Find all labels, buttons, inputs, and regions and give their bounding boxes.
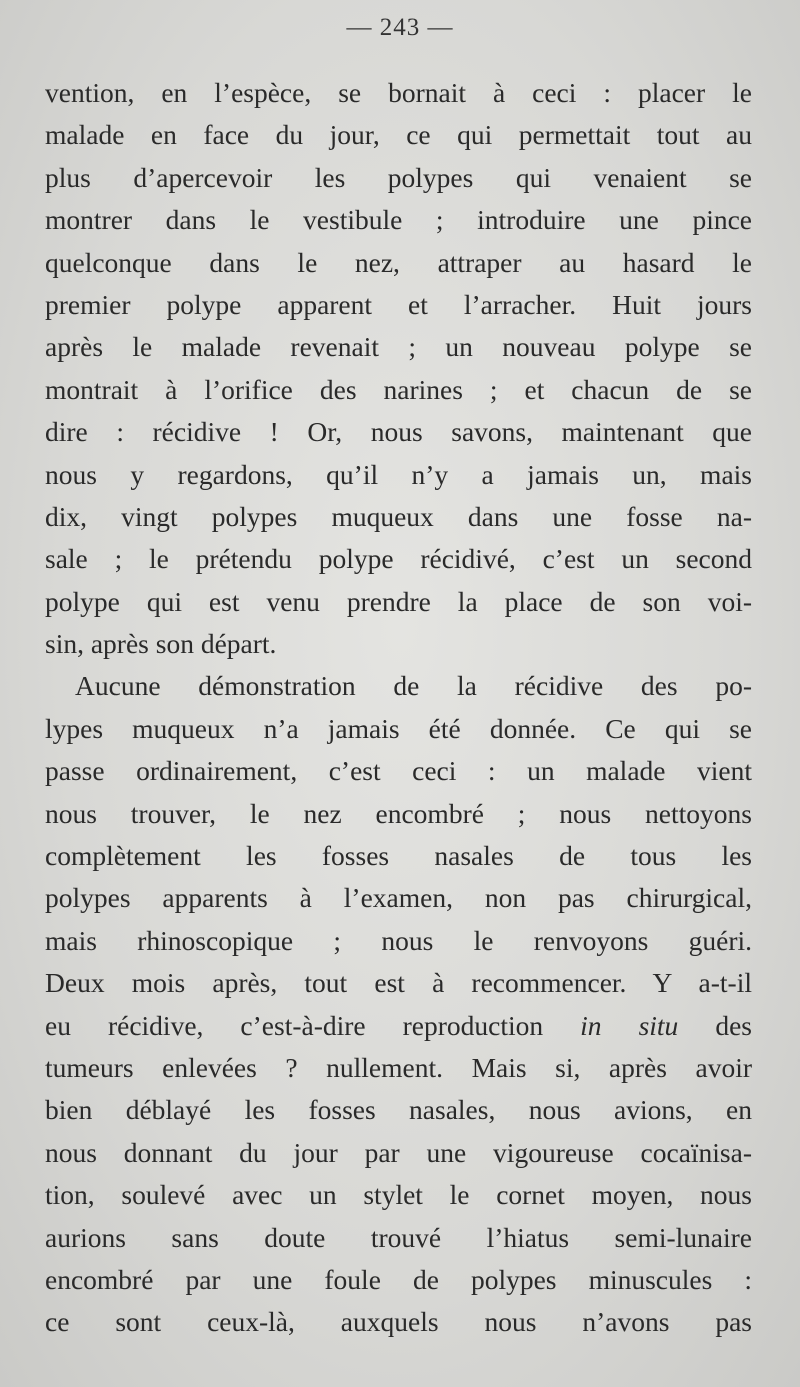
text-line: mais rhinoscopique ; nous le renvoyons guéri.: [45, 924, 752, 956]
text-line: sale ; le prétendu polype récidivé, c’est un second: [45, 543, 752, 575]
text-line: aurions sans doute trouvé l’hiatus semi-lunaire: [45, 1221, 752, 1253]
body-text: [45, 72, 752, 1344]
text-segment: des: [678, 1009, 752, 1041]
text-line: tion, soulevé avec un stylet le cornet moyen, nous: [45, 1179, 752, 1211]
text-line: vention, en l’espèce, se bornait à ceci : placer le: [45, 77, 752, 108]
text-line: bien déblayé les fosses nasales, nous avions, en: [45, 1094, 752, 1126]
text-line: polype qui est venu prendre la place de son voi-: [45, 585, 752, 617]
text-line: dix, vingt polypes muqueux dans une fosse na-: [45, 500, 752, 532]
text-line: montrer dans le vestibule ; introduire une pince: [45, 204, 752, 236]
text-line: nous trouver, le nez encombré ; nous nettoyons: [45, 797, 752, 829]
text-line: plus d’apercevoir les polypes qui venaient se: [45, 161, 752, 193]
text-line: après le malade revenait ; un nouveau polype se: [45, 331, 752, 363]
text-line: montrait à l’orifice des narines ; et chacun de se: [45, 373, 752, 405]
text-segment: eu récidive, c’est-à-dire reproduction: [45, 1009, 581, 1041]
text-line-with-italic: [45, 1005, 752, 1047]
text-line: Deux mois après, tout est à recommencer. Y a-t-il: [45, 967, 752, 999]
italic-phrase: in situ: [580, 1009, 679, 1041]
text-line: tumeurs enlevées ? nullement. Mais si, après avoir: [45, 1051, 752, 1083]
text-line: encombré par une foule de polypes minuscules :: [45, 1263, 752, 1295]
text-line: passe ordinairement, c’est ceci : un malade vient: [45, 755, 752, 787]
text-line: complètement les fosses nasales de tous les: [45, 840, 752, 872]
text-line: nous donnant du jour par une vigoureuse cocaïnisa-: [45, 1136, 752, 1168]
text-line: lypes muqueux n’a jamais été donnée. Ce qui se: [45, 712, 752, 744]
text-line: ce sont ceux-là, auxquels nous n’avons pas: [45, 1306, 752, 1338]
text-line: polypes apparents à l’examen, non pas chirurgical,: [45, 882, 752, 914]
text-line: nous y regardons, qu’il n’y a jamais un, mais: [45, 458, 752, 490]
text-line: sin, après son départ.: [45, 628, 277, 660]
paragraph-first-line: Aucune démonstration de la récidive des po-: [75, 670, 752, 702]
text-line: dire : récidive ! Or, nous savons, maintenant que: [45, 416, 752, 448]
text-line: quelconque dans le nez, attraper au hasard le: [45, 246, 752, 278]
text-line: premier polype apparent et l’arracher. Huit jours: [45, 288, 752, 320]
text-line: malade en face du jour, ce qui permettait tout au: [45, 119, 752, 151]
page-number: — 243 —: [346, 14, 454, 41]
